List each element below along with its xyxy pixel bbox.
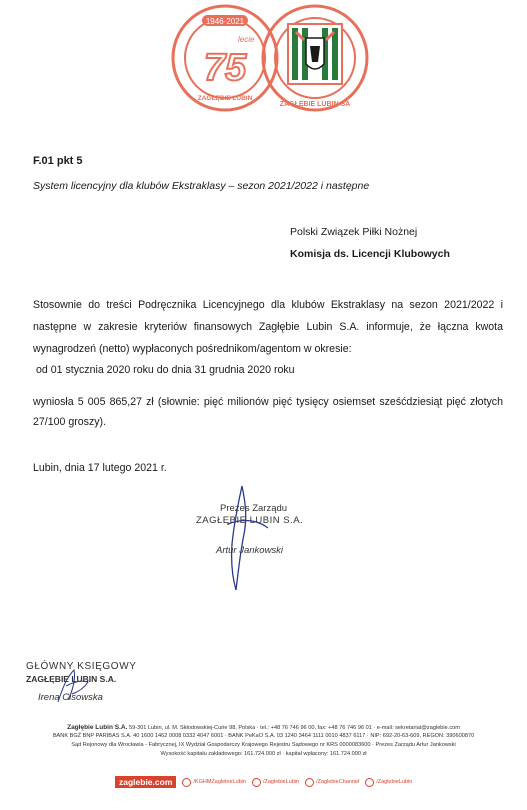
anniversary-badge: [173, 6, 277, 110]
footer-bank: BANK BGŻ BNP PARIBAS S.A. 40 1600 1462 0008 0332 4047 6001 · BANK PeKaO S.A. 03 1240 3464 1111 0010 4837 6117 · NIP: 692-20-63-609, REGON: 390600870: [52, 733, 475, 739]
website-link[interactable]: zaglebie.com: [115, 776, 176, 788]
footer-links: [115, 775, 412, 789]
footer-company: Zagłębie Lubin S.A.: [67, 724, 128, 731]
badge-club-name: ZAGŁĘBIE LUBIN: [197, 95, 253, 102]
facebook-link[interactable]: /KGHMZaglebieLubin: [182, 778, 246, 787]
twitter-icon: [252, 778, 261, 787]
main-paragraph: Stosownie do treści Podręcznika Licencyjnego dla klubów Ekstraklasy na sezon 2021/2022 i następne w zakresie kryteriów finansowych Zagłębie Lubin S.A. informuje, że łączna kwota wynagrodzeń (netto) wypłaconych pośrednikom/agentom w okresie:: [33, 299, 503, 355]
president-company: ZAGŁĘBIE LUBIN S.A.: [196, 515, 304, 526]
facebook-icon: [182, 778, 191, 787]
youtube-link[interactable]: /ZaglebieChannel: [305, 778, 359, 787]
footer-registry: Sąd Rejonowy dla Wrocławia - Fabrycznej, IX Wydział Gospodarczy Krajowego Rejestru Sądowego nr KRS 0000083600 · Prezes Zarządu Artur Jankowski: [71, 742, 456, 748]
president-title: Prezes Zarządu: [220, 503, 288, 514]
place-date: Lubin, dnia 17 lutego 2021 r.: [33, 462, 167, 474]
footer-address: Zagłębie Lubin S.A. 59-301 Lubin, ul. M. Skłodowskiej-Curie 98, Polska · tel.: +48 76 746 96 00, fax: +48 76 746 96 01 · e-mail: sekretariat@zaglebie.com: [67, 724, 460, 731]
recipient-organization: Polski Związek Piłki Nożnej: [290, 226, 418, 238]
document-code: F.01 pkt 5: [33, 155, 83, 167]
recipient-committee: Komisja ds. Licencji Klubowych: [290, 248, 450, 260]
twitter-link[interactable]: /ZaglebieLubin: [252, 778, 299, 787]
instagram-link[interactable]: /ZaglebieLubin: [365, 778, 412, 787]
club-crest: [263, 6, 367, 110]
badge-lecie: lecie: [238, 35, 255, 44]
club-logos: [170, 2, 370, 114]
accountant-name: Irena Cisowska: [38, 692, 103, 703]
accountant-title: GŁÓWNY KSIĘGOWY: [26, 661, 137, 672]
president-name: Artur Jankowski: [216, 545, 284, 556]
document-subject: System licencyjny dla klubów Ekstraklasy – sezon 2021/2022 i następne: [33, 180, 370, 192]
president-signature: [198, 484, 298, 594]
accountant-company: ZAGŁĘBIE LUBIN S.A.: [26, 674, 117, 684]
footer-capital: Wysokość kapitału zakładowego: 161.724.000 zł · kapitał wpłacony: 161.724.000 zł: [160, 751, 367, 757]
instagram-icon: [365, 778, 374, 787]
youtube-icon: [305, 778, 314, 787]
badge-number: 75: [203, 47, 247, 89]
amount-statement: wyniosła 5 005 865,27 zł (słownie: pięć milionów pięć tysięcy osiemset sześćdziesiąt pięć złotych 27/100 groszy).: [33, 396, 503, 428]
reporting-period: od 01 stycznia 2020 roku do dnia 31 grudnia 2020 roku: [36, 364, 295, 376]
crest-club-name: ZAGŁĘBIE LUBIN SA: [279, 101, 351, 108]
badge-years: 1946·2021: [205, 17, 245, 26]
accountant-signature: [48, 664, 100, 706]
